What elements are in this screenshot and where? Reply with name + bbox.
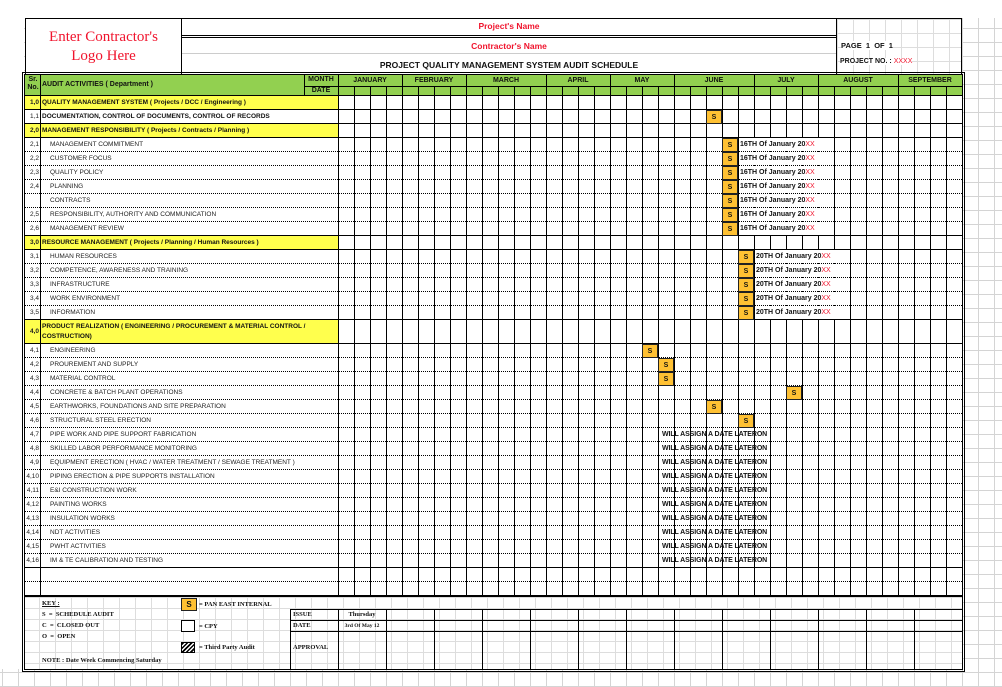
schedule-audit-marker: S bbox=[738, 292, 754, 306]
row-number: 3,5 bbox=[29, 309, 39, 316]
schedule-audit-marker: S bbox=[738, 250, 754, 264]
activity-label: PAINTING WORKS bbox=[50, 501, 107, 508]
audit-date-note bbox=[739, 194, 834, 207]
approval-column-line bbox=[674, 609, 675, 670]
activity-label: IM & TE CALIBRATION AND TESTING bbox=[50, 557, 164, 564]
month-label: AUGUST bbox=[843, 77, 873, 84]
audit-date-year-placeholder: XX bbox=[805, 211, 815, 218]
week-divider bbox=[514, 86, 515, 596]
row-number: 4,3 bbox=[29, 375, 39, 382]
row-number: 4,9 bbox=[29, 459, 39, 466]
table-row bbox=[25, 358, 962, 372]
row-number: 4,14 bbox=[26, 529, 39, 536]
activity-label: HUMAN RESOURCES bbox=[50, 253, 117, 260]
schedule-audit-marker: S bbox=[738, 414, 754, 428]
audit-date-note bbox=[739, 138, 834, 151]
activity-label: INFORMATION bbox=[50, 309, 96, 316]
approval-column-line bbox=[722, 609, 723, 670]
week-divider bbox=[594, 86, 595, 596]
activity-label: E&I CONSTRUCTION WORK bbox=[50, 487, 137, 494]
audit-date-year-placeholder: XX bbox=[821, 295, 831, 302]
sr-no-header: Sr. No. bbox=[27, 76, 39, 91]
table-row bbox=[25, 372, 962, 386]
month-header: MONTH bbox=[308, 76, 334, 83]
month-divider bbox=[610, 75, 611, 596]
row-number: 4,2 bbox=[29, 361, 39, 368]
column-divider bbox=[40, 75, 41, 596]
table-row bbox=[25, 526, 962, 540]
row-number: 1,0 bbox=[29, 99, 39, 106]
activity-label: WORK ENVIRONMENT bbox=[50, 295, 121, 302]
legend-third-party-hatch-icon bbox=[181, 642, 195, 653]
month-label: MAY bbox=[634, 77, 650, 84]
approval-divider bbox=[290, 609, 291, 670]
month-label: JULY bbox=[777, 77, 795, 84]
table-row bbox=[25, 414, 962, 428]
audit-date-year-placeholder: XX bbox=[805, 155, 815, 162]
approval-column-line bbox=[530, 609, 531, 670]
approval-column-line bbox=[434, 609, 435, 670]
pending-date-note: WILL ASSIGN A DATE LATERON bbox=[662, 445, 768, 452]
week-divider bbox=[530, 86, 531, 596]
row-number: 4,5 bbox=[29, 403, 39, 410]
schedule-audit-marker: S bbox=[738, 306, 754, 320]
row-number: 3,4 bbox=[29, 295, 39, 302]
week-divider bbox=[434, 86, 435, 596]
empty-row bbox=[25, 568, 962, 582]
schedule-audit-marker: S bbox=[722, 208, 738, 222]
week-divider bbox=[562, 86, 563, 596]
audit-date-note bbox=[739, 180, 834, 193]
approval-column-line bbox=[914, 609, 915, 670]
week-divider bbox=[642, 86, 643, 596]
project-number-label: PROJECT NO. : bbox=[840, 58, 892, 65]
activity-label: EQUIPMENT ERECTION ( HVAC / WATER TREATMENT / SEWAGE TREATMENT ) bbox=[50, 459, 295, 466]
table-row bbox=[25, 540, 962, 554]
activity-label: RESPONSIBILITY, AUTHORITY AND COMMUNICATION bbox=[50, 211, 217, 218]
contractor-name: Contractor's Name bbox=[471, 41, 547, 51]
legend-cpy-box bbox=[181, 620, 195, 632]
key-item-schedule: S = SCHEDULE AUDIT bbox=[42, 611, 114, 618]
audit-date-text: 20TH Of January 20 bbox=[756, 309, 822, 316]
section-title: MANAGEMENT RESPONSIBILITY ( Projects / Contracts / Planning ) bbox=[42, 127, 250, 134]
activity-label: PIPE WORK AND PIPE SUPPORT FABRICATION bbox=[50, 431, 197, 438]
activity-label: MATERIAL CONTROL bbox=[50, 375, 116, 382]
activity-label: INSULATION WORKS bbox=[50, 515, 115, 522]
activity-label: ENGINEERING bbox=[50, 347, 96, 354]
pending-date-note: WILL ASSIGN A DATE LATERON bbox=[662, 459, 768, 466]
page-margin-top bbox=[0, 0, 1002, 18]
schedule-audit-marker: S bbox=[722, 180, 738, 194]
schedule-audit-marker: S bbox=[722, 152, 738, 166]
row-number: 2,5 bbox=[29, 211, 39, 218]
audit-date-note bbox=[739, 166, 834, 179]
issue-label: ISSUE bbox=[293, 611, 312, 618]
month-label: JANUARY bbox=[353, 77, 387, 84]
activity-label: QUALITY POLICY bbox=[50, 169, 104, 176]
audit-date-note bbox=[739, 208, 834, 221]
audit-date-note bbox=[755, 250, 850, 263]
table-row bbox=[25, 344, 962, 358]
month-divider bbox=[546, 75, 547, 596]
month-label: MARCH bbox=[492, 77, 520, 84]
audit-date-year-placeholder: XX bbox=[821, 253, 831, 260]
audit-date-note bbox=[739, 222, 834, 235]
row-number: 4,7 bbox=[29, 431, 39, 438]
section-title: QUALITY MANAGEMENT SYSTEM ( Projects / DCC / Engineering ) bbox=[42, 99, 246, 106]
project-name: Project's Name bbox=[478, 21, 540, 31]
month-label: FEBRUARY bbox=[414, 77, 454, 84]
row-number: 3,1 bbox=[29, 253, 39, 260]
activity-label: PWHT ACTIVITIES bbox=[50, 543, 106, 550]
approval-column-line bbox=[482, 609, 483, 670]
row-number: 4,0 bbox=[29, 328, 39, 335]
activity-label: NDT ACTIVITIES bbox=[50, 529, 101, 536]
pending-date-note: WILL ASSIGN A DATE LATERON bbox=[662, 515, 768, 522]
table-row bbox=[25, 512, 962, 526]
audit-date-note bbox=[755, 306, 850, 319]
pending-date-note: WILL ASSIGN A DATE LATERON bbox=[662, 543, 768, 550]
schedule-audit-marker: S bbox=[738, 278, 754, 292]
contractor-logo-placeholder: Enter Contractor's Logo Here bbox=[25, 18, 182, 75]
activity-label: PROUREMENT AND SUPPLY bbox=[50, 361, 139, 368]
row-number: 2,6 bbox=[29, 225, 39, 232]
audit-date-year-placeholder: XX bbox=[805, 183, 815, 190]
week-divider bbox=[850, 86, 851, 596]
audit-date-text: 16TH Of January 20 bbox=[740, 211, 806, 218]
legend-schedule-box: S bbox=[181, 598, 197, 611]
key-title: KEY : bbox=[42, 600, 60, 607]
pending-date-note: WILL ASSIGN A DATE LATERON bbox=[662, 501, 768, 508]
week-divider bbox=[418, 86, 419, 596]
row-number: 4,15 bbox=[26, 543, 39, 550]
audit-date-year-placeholder: XX bbox=[805, 197, 815, 204]
pending-date-note: WILL ASSIGN A DATE LATERON bbox=[662, 529, 768, 536]
audit-date-text: 20TH Of January 20 bbox=[756, 267, 822, 274]
date-label: DATE bbox=[293, 622, 311, 629]
week-divider bbox=[882, 86, 883, 596]
month-label: APRIL bbox=[567, 77, 589, 84]
week-divider bbox=[914, 86, 915, 596]
row-number: 1,1 bbox=[29, 113, 39, 120]
row-number: 3,3 bbox=[29, 281, 39, 288]
week-divider bbox=[386, 86, 387, 596]
schedule-audit-marker: S bbox=[706, 400, 722, 414]
key-section bbox=[25, 596, 962, 669]
audit-date-year-placeholder: XX bbox=[821, 281, 831, 288]
schedule-audit-marker: S bbox=[658, 372, 674, 386]
activity-label: EARTHWORKS, FOUNDATIONS AND SITE PREPARATION bbox=[50, 403, 226, 410]
schedule-title: PROJECT QUALITY MANAGEMENT SYSTEM AUDIT SCHEDULE bbox=[379, 60, 639, 70]
key-item-closed: C = CLOSED OUT bbox=[42, 622, 100, 629]
schedule-audit-marker: S bbox=[738, 264, 754, 278]
month-divider bbox=[338, 75, 339, 596]
table-row bbox=[25, 484, 962, 498]
week-divider bbox=[834, 86, 835, 596]
row-number: 2,3 bbox=[29, 169, 39, 176]
audit-date-text: 16TH Of January 20 bbox=[740, 141, 806, 148]
activity-label: SKILLED LABOR PERFORMANCE MONITORING bbox=[50, 445, 197, 452]
audit-date-year-placeholder: XX bbox=[805, 225, 815, 232]
schedule-audit-marker: S bbox=[722, 166, 738, 180]
audit-date-year-placeholder: XX bbox=[805, 141, 815, 148]
row-number: 4,11 bbox=[26, 487, 39, 494]
audit-date-year-placeholder: XX bbox=[805, 169, 815, 176]
row-number: 4,8 bbox=[29, 445, 39, 452]
row-number: 3,2 bbox=[29, 267, 39, 274]
approval-column-line bbox=[338, 609, 339, 670]
approval-column-line bbox=[866, 609, 867, 670]
legend-cpy: = CPY bbox=[199, 623, 218, 630]
schedule-audit-marker: S bbox=[722, 194, 738, 208]
schedule-audit-marker: S bbox=[706, 110, 722, 124]
audit-date-text: 20TH Of January 20 bbox=[756, 253, 822, 260]
page-number: PAGE 1 OF 1 bbox=[841, 41, 893, 50]
row-number: 2,4 bbox=[29, 183, 39, 190]
schedule-audit-marker: S bbox=[658, 358, 674, 372]
project-number-value: XXXX bbox=[893, 58, 913, 65]
date-value: 3rd Of May 12 bbox=[344, 623, 380, 629]
month-divider bbox=[898, 75, 899, 596]
schedule-audit-marker: S bbox=[786, 386, 802, 400]
row-number: 2,2 bbox=[29, 155, 39, 162]
week-divider bbox=[450, 86, 451, 596]
page-info-box bbox=[836, 18, 962, 75]
audit-activities-header: AUDIT ACTIVITIES ( Department ) bbox=[42, 81, 153, 88]
row-number: 3,0 bbox=[29, 239, 39, 246]
month-divider bbox=[466, 75, 467, 596]
pending-date-note: WILL ASSIGN A DATE LATERON bbox=[662, 557, 768, 564]
schedule-audit-marker: S bbox=[722, 138, 738, 152]
week-divider bbox=[946, 86, 947, 596]
activity-label: PIPING ERECTION & PIPE SUPPORTS INSTALLATION bbox=[50, 473, 215, 480]
pending-date-note: WILL ASSIGN A DATE LATERON bbox=[662, 487, 768, 494]
activity-label: DOCUMENTATION, CONTROL OF DOCUMENTS, CONTROL OF RECORDS bbox=[42, 113, 270, 120]
pending-date-note: WILL ASSIGN A DATE LATERON bbox=[662, 473, 768, 480]
week-divider bbox=[498, 86, 499, 596]
approval-column-line bbox=[818, 609, 819, 670]
audit-date-note bbox=[755, 278, 850, 291]
schedule-audit-marker: S bbox=[642, 344, 658, 358]
audit-date-note bbox=[755, 292, 850, 305]
row-number: 4,12 bbox=[26, 501, 39, 508]
pending-date-note: WILL ASSIGN A DATE LATERON bbox=[662, 431, 768, 438]
activity-label: COMPETENCE, AWARENESS AND TRAINING bbox=[50, 267, 189, 274]
month-label: JUNE bbox=[704, 77, 724, 84]
audit-date-text: 16TH Of January 20 bbox=[740, 197, 806, 204]
audit-date-note bbox=[739, 152, 834, 165]
row-number: 4,4 bbox=[29, 389, 39, 396]
activity-label: CONCRETE & BATCH PLANT OPERATIONS bbox=[50, 389, 183, 396]
activity-label: STRUCTURAL STEEL ERECTION bbox=[50, 417, 152, 424]
audit-date-text: 16TH Of January 20 bbox=[740, 155, 806, 162]
month-divider bbox=[402, 75, 403, 596]
activity-label: CONTRACTS bbox=[50, 197, 91, 204]
project-number bbox=[840, 58, 912, 65]
week-divider bbox=[482, 86, 483, 596]
week-divider bbox=[370, 86, 371, 596]
table-row bbox=[25, 498, 962, 512]
date-header: DATE bbox=[311, 87, 331, 94]
week-divider bbox=[626, 86, 627, 596]
row-number: 4,10 bbox=[26, 473, 39, 480]
approval-column-line bbox=[386, 609, 387, 670]
section-title: PRODUCT REALIZATION ( ENGINEERING / PROCUREMENT & MATERIAL CONTROL / COSTRUCTION) bbox=[42, 323, 306, 340]
week-divider bbox=[354, 86, 355, 596]
activity-label: INFRASTRUCTURE bbox=[50, 281, 110, 288]
row-number: 4,16 bbox=[26, 557, 39, 564]
row-number: 4,6 bbox=[29, 417, 39, 424]
activity-label: MANAGEMENT COMMITMENT bbox=[50, 141, 144, 148]
key-item-open: O = OPEN bbox=[42, 633, 76, 640]
week-divider bbox=[578, 86, 579, 596]
approval-column-line bbox=[770, 609, 771, 670]
section-title: RESOURCE MANAGEMENT ( Projects / Planning / Human Resources ) bbox=[42, 239, 259, 246]
legend-pan-east: = PAN EAST INTERNAL bbox=[199, 601, 272, 608]
audit-date-year-placeholder: XX bbox=[821, 267, 831, 274]
week-divider bbox=[930, 86, 931, 596]
activity-label: PLANNING bbox=[50, 183, 84, 190]
month-label: SEPTEMBER bbox=[908, 77, 952, 84]
approval-column-line bbox=[578, 609, 579, 670]
week-divider bbox=[658, 86, 659, 596]
approval-label: APPROVAL bbox=[293, 644, 329, 651]
approval-column-line bbox=[626, 609, 627, 670]
table-row bbox=[25, 554, 962, 568]
legend-third-party: = Third Party Audit bbox=[199, 644, 255, 651]
audit-date-note bbox=[755, 264, 850, 277]
row-number: 4,1 bbox=[29, 347, 39, 354]
activity-label: MANAGEMENT REVIEW bbox=[50, 225, 124, 232]
page-margin-left bbox=[0, 0, 24, 669]
row-number: 2,0 bbox=[29, 127, 39, 134]
audit-date-text: 16TH Of January 20 bbox=[740, 169, 806, 176]
schedule-audit-marker: S bbox=[722, 222, 738, 236]
row-number: 4,13 bbox=[26, 515, 39, 522]
issue-day: Thursday bbox=[348, 611, 376, 618]
title-block bbox=[182, 18, 836, 75]
audit-date-text: 16TH Of January 20 bbox=[740, 225, 806, 232]
key-note: NOTE : Date Week Commencing Saturday bbox=[42, 657, 162, 664]
row-number: 2,1 bbox=[29, 141, 39, 148]
audit-date-text: 20TH Of January 20 bbox=[756, 281, 822, 288]
week-divider bbox=[866, 86, 867, 596]
audit-date-text: 16TH Of January 20 bbox=[740, 183, 806, 190]
audit-date-year-placeholder: XX bbox=[821, 309, 831, 316]
activity-label: CUSTOMER FOCUS bbox=[50, 155, 112, 162]
empty-row bbox=[25, 582, 962, 596]
audit-date-text: 20TH Of January 20 bbox=[756, 295, 822, 302]
